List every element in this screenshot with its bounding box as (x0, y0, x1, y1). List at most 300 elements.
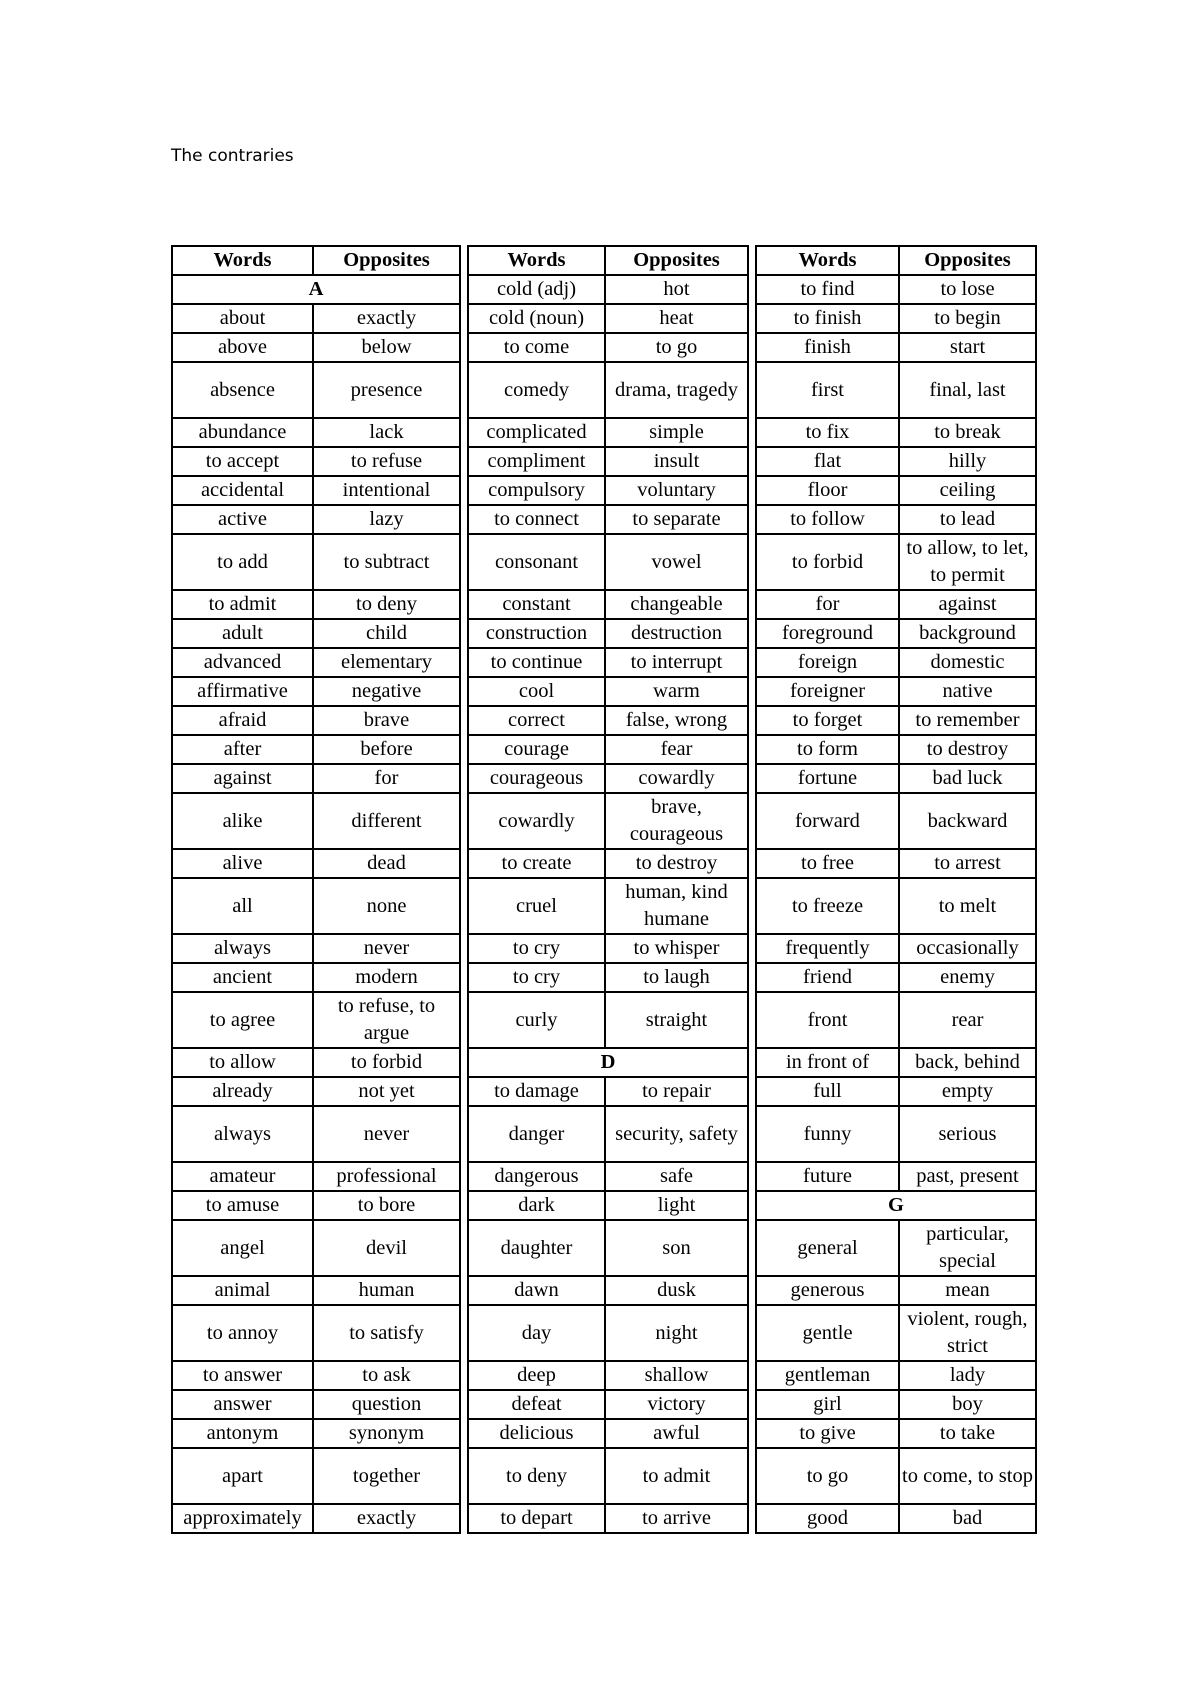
word-cell: to cry (468, 934, 605, 963)
opposite-cell: dead (313, 849, 460, 878)
table-row (756, 1220, 1036, 1276)
table-row (756, 1390, 1036, 1419)
letter-heading: G (756, 1191, 1036, 1220)
word-cell: to fix (756, 418, 899, 447)
word-cell: affirmative (172, 677, 313, 706)
table-row (468, 1220, 748, 1276)
opposite-cell: to allow, to let, to permit (899, 534, 1036, 590)
opposite-cell: to lose (899, 275, 1036, 304)
word-cell: always (172, 934, 313, 963)
header-row (756, 246, 1036, 275)
table-row (756, 1077, 1036, 1106)
opposite-cell: start (899, 333, 1036, 362)
word-cell: abundance (172, 418, 313, 447)
table-row (756, 418, 1036, 447)
table-row (756, 934, 1036, 963)
opposite-cell: drama, tragedy (605, 362, 748, 418)
word-cell: active (172, 505, 313, 534)
word-cell: to damage (468, 1077, 605, 1106)
table-row (756, 764, 1036, 793)
opposite-cell: to whisper (605, 934, 748, 963)
opposite-cell: to destroy (899, 735, 1036, 764)
header-words: Words (468, 246, 605, 275)
header-words: Words (172, 246, 313, 275)
opposite-cell: past, present (899, 1162, 1036, 1191)
word-cell: dark (468, 1191, 605, 1220)
table-row (468, 648, 748, 677)
table-row (172, 992, 460, 1048)
word-cell: courageous (468, 764, 605, 793)
table-row (756, 648, 1036, 677)
opposite-cell: vowel (605, 534, 748, 590)
word-cell: cold (noun) (468, 304, 605, 333)
table-row (468, 764, 748, 793)
opposite-cell: backward (899, 793, 1036, 849)
opposite-cell: to refuse (313, 447, 460, 476)
opposite-cell: to destroy (605, 849, 748, 878)
opposite-cell: to satisfy (313, 1305, 460, 1361)
table-row (172, 476, 460, 505)
opposite-cell: below (313, 333, 460, 362)
word-cell: angel (172, 1220, 313, 1276)
word-cell: to accept (172, 447, 313, 476)
word-cell: to come (468, 333, 605, 362)
word-cell: to form (756, 735, 899, 764)
opposite-cell: victory (605, 1390, 748, 1419)
opposite-cell: exactly (313, 1504, 460, 1533)
table-row (172, 1419, 460, 1448)
word-cell: antonym (172, 1419, 313, 1448)
table-row (172, 619, 460, 648)
table-row (756, 677, 1036, 706)
opposite-cell: serious (899, 1106, 1036, 1162)
table-row (756, 1276, 1036, 1305)
opposite-cell: to break (899, 418, 1036, 447)
word-cell: cowardly (468, 793, 605, 849)
table-row (756, 793, 1036, 849)
table-row (172, 590, 460, 619)
opposite-cell: false, wrong (605, 706, 748, 735)
word-cell: to agree (172, 992, 313, 1048)
table-row (172, 304, 460, 333)
word-cell: friend (756, 963, 899, 992)
word-cell: to cry (468, 963, 605, 992)
header-opposites: Opposites (605, 246, 748, 275)
opposite-cell: shallow (605, 1361, 748, 1390)
table-row (468, 590, 748, 619)
word-cell: full (756, 1077, 899, 1106)
word-cell: to deny (468, 1448, 605, 1504)
opposite-cell: to begin (899, 304, 1036, 333)
word-cell: to continue (468, 648, 605, 677)
table-row (756, 992, 1036, 1048)
opposite-cell: empty (899, 1077, 1036, 1106)
table-row (468, 534, 748, 590)
table-row (468, 1106, 748, 1162)
table-row (756, 362, 1036, 418)
word-cell: to freeze (756, 878, 899, 934)
table-row (468, 735, 748, 764)
table-row (756, 1419, 1036, 1448)
word-cell: complicated (468, 418, 605, 447)
table-row (172, 849, 460, 878)
word-cell: good (756, 1504, 899, 1533)
opposite-cell: to subtract (313, 534, 460, 590)
table-row (468, 1162, 748, 1191)
word-cell: to go (756, 1448, 899, 1504)
table-row (172, 648, 460, 677)
word-cell: cold (adj) (468, 275, 605, 304)
word-cell: already (172, 1077, 313, 1106)
table-row (468, 1191, 748, 1220)
opposite-cell: lack (313, 418, 460, 447)
table-row (172, 1448, 460, 1504)
opposite-cell: to arrest (899, 849, 1036, 878)
word-cell: to find (756, 275, 899, 304)
opposite-cell: together (313, 1448, 460, 1504)
opposite-cell: different (313, 793, 460, 849)
opposite-cell: bad luck (899, 764, 1036, 793)
letter-row (172, 275, 460, 304)
word-cell: to annoy (172, 1305, 313, 1361)
table-row (756, 619, 1036, 648)
word-cell: to give (756, 1419, 899, 1448)
word-cell: gentle (756, 1305, 899, 1361)
table-row (756, 534, 1036, 590)
table-row (468, 304, 748, 333)
word-cell: absence (172, 362, 313, 418)
table-row (756, 1305, 1036, 1361)
letter-heading: A (172, 275, 460, 304)
table-row (172, 963, 460, 992)
opposite-cell: safe (605, 1162, 748, 1191)
opposite-cell: hot (605, 275, 748, 304)
opposite-cell: to bore (313, 1191, 460, 1220)
table-row (468, 849, 748, 878)
opposite-cell: to laugh (605, 963, 748, 992)
opposite-cell: to deny (313, 590, 460, 619)
opposite-cell: to come, to stop (899, 1448, 1036, 1504)
word-cell: to connect (468, 505, 605, 534)
opposite-cell: fear (605, 735, 748, 764)
word-cell: consonant (468, 534, 605, 590)
opposite-cell: before (313, 735, 460, 764)
opposite-cell: domestic (899, 648, 1036, 677)
opposite-cell: warm (605, 677, 748, 706)
word-cell: to allow (172, 1048, 313, 1077)
header-row (468, 246, 748, 275)
table-row (468, 878, 748, 934)
table-row (172, 1191, 460, 1220)
table-row (756, 1504, 1036, 1533)
opposite-cell: negative (313, 677, 460, 706)
word-cell: gentleman (756, 1361, 899, 1390)
word-cell: to add (172, 534, 313, 590)
opposite-cell: changeable (605, 590, 748, 619)
opposite-cell: lazy (313, 505, 460, 534)
word-cell: after (172, 735, 313, 764)
letter-row (468, 1048, 748, 1077)
table-row (468, 793, 748, 849)
table-row (468, 418, 748, 447)
word-cell: to forget (756, 706, 899, 735)
word-cell: cool (468, 677, 605, 706)
table-row (468, 275, 748, 304)
word-cell: foreground (756, 619, 899, 648)
table-row (172, 505, 460, 534)
word-cell: about (172, 304, 313, 333)
word-cell: finish (756, 333, 899, 362)
table-row (468, 934, 748, 963)
word-cell: flat (756, 447, 899, 476)
word-cell: alike (172, 793, 313, 849)
table-row (172, 1504, 460, 1533)
word-cell: foreign (756, 648, 899, 677)
opposite-cell: ceiling (899, 476, 1036, 505)
word-cell: construction (468, 619, 605, 648)
opposite-cell: question (313, 1390, 460, 1419)
word-cell: to admit (172, 590, 313, 619)
opposite-cell: to separate (605, 505, 748, 534)
table-row (172, 534, 460, 590)
word-cell: all (172, 878, 313, 934)
word-cell: future (756, 1162, 899, 1191)
word-cell: advanced (172, 648, 313, 677)
word-cell: to follow (756, 505, 899, 534)
word-cell: dangerous (468, 1162, 605, 1191)
opposite-cell: human (313, 1276, 460, 1305)
header-row (172, 246, 460, 275)
word-cell: above (172, 333, 313, 362)
opposite-cell: boy (899, 1390, 1036, 1419)
word-cell: apart (172, 1448, 313, 1504)
table-row (468, 963, 748, 992)
word-cell: to depart (468, 1504, 605, 1533)
opposite-cell: native (899, 677, 1036, 706)
word-cell: deep (468, 1361, 605, 1390)
opposite-cell: to ask (313, 1361, 460, 1390)
table-row (468, 1361, 748, 1390)
table-row (172, 793, 460, 849)
table-row (172, 418, 460, 447)
table-row (468, 706, 748, 735)
table-row (756, 505, 1036, 534)
word-cell: delicious (468, 1419, 605, 1448)
word-cell: in front of (756, 1048, 899, 1077)
opposite-cell: to go (605, 333, 748, 362)
opposite-cell: intentional (313, 476, 460, 505)
opposite-cell: to melt (899, 878, 1036, 934)
word-cell: general (756, 1220, 899, 1276)
word-cell: adult (172, 619, 313, 648)
opposite-cell: to repair (605, 1077, 748, 1106)
opposite-cell: not yet (313, 1077, 460, 1106)
opposite-cell: never (313, 1106, 460, 1162)
table-row (172, 1048, 460, 1077)
table-row (172, 764, 460, 793)
table-row (172, 934, 460, 963)
table-row (172, 1276, 460, 1305)
opposite-cell: enemy (899, 963, 1036, 992)
word-cell: to create (468, 849, 605, 878)
word-cell: to answer (172, 1361, 313, 1390)
opposite-cell: synonym (313, 1419, 460, 1448)
table-row (172, 1361, 460, 1390)
word-cell: dawn (468, 1276, 605, 1305)
table-row (468, 1077, 748, 1106)
word-cell: curly (468, 992, 605, 1048)
table-row (468, 1276, 748, 1305)
opposite-cell: hilly (899, 447, 1036, 476)
opposite-cell: simple (605, 418, 748, 447)
table-row (468, 677, 748, 706)
opposite-cell: cowardly (605, 764, 748, 793)
word-cell: animal (172, 1276, 313, 1305)
opposite-cell: modern (313, 963, 460, 992)
table-row (756, 735, 1036, 764)
table-row (756, 476, 1036, 505)
opposite-cell: professional (313, 1162, 460, 1191)
word-cell: comedy (468, 362, 605, 418)
opposite-cell: to admit (605, 1448, 748, 1504)
opposite-cell: brave (313, 706, 460, 735)
word-cell: defeat (468, 1390, 605, 1419)
opposite-cell: devil (313, 1220, 460, 1276)
opposite-cell: to take (899, 1419, 1036, 1448)
opposite-cell: brave, courageous (605, 793, 748, 849)
table-row (172, 1077, 460, 1106)
table-row (468, 362, 748, 418)
opposite-cell: elementary (313, 648, 460, 677)
opposite-cell: to remember (899, 706, 1036, 735)
word-cell: afraid (172, 706, 313, 735)
table-row (468, 992, 748, 1048)
word-cell: to amuse (172, 1191, 313, 1220)
table-row (756, 1162, 1036, 1191)
opposite-cell: exactly (313, 304, 460, 333)
word-cell: first (756, 362, 899, 418)
table-row (172, 706, 460, 735)
opposite-cell: never (313, 934, 460, 963)
table-row (756, 849, 1036, 878)
contraries-table (171, 245, 1037, 1534)
word-cell: alive (172, 849, 313, 878)
opposite-cell: heat (605, 304, 748, 333)
word-table-block (467, 245, 749, 1534)
table-row (172, 1106, 460, 1162)
table-row (172, 1162, 460, 1191)
word-cell: cruel (468, 878, 605, 934)
table-row (468, 333, 748, 362)
header-opposites: Opposites (313, 246, 460, 275)
word-table-block (755, 245, 1037, 1534)
letter-row (756, 1191, 1036, 1220)
opposite-cell: light (605, 1191, 748, 1220)
table-row (172, 1220, 460, 1276)
word-cell: fortune (756, 764, 899, 793)
opposite-cell: child (313, 619, 460, 648)
word-cell: girl (756, 1390, 899, 1419)
table-row (172, 677, 460, 706)
opposite-cell: final, last (899, 362, 1036, 418)
word-cell: funny (756, 1106, 899, 1162)
table-row (172, 1390, 460, 1419)
word-cell: constant (468, 590, 605, 619)
opposite-cell: none (313, 878, 460, 934)
word-cell: for (756, 590, 899, 619)
word-cell: correct (468, 706, 605, 735)
table-row (756, 706, 1036, 735)
opposite-cell: particular, special (899, 1220, 1036, 1276)
table-row (468, 447, 748, 476)
table-row (172, 1305, 460, 1361)
opposite-cell: presence (313, 362, 460, 418)
opposite-cell: for (313, 764, 460, 793)
word-cell: foreigner (756, 677, 899, 706)
table-row (756, 1048, 1036, 1077)
opposite-cell: night (605, 1305, 748, 1361)
opposite-cell: to interrupt (605, 648, 748, 677)
table-row (468, 1305, 748, 1361)
word-cell: generous (756, 1276, 899, 1305)
opposite-cell: security, safety (605, 1106, 748, 1162)
word-table-block (171, 245, 461, 1534)
letter-heading: D (468, 1048, 748, 1077)
opposite-cell: rear (899, 992, 1036, 1048)
word-cell: answer (172, 1390, 313, 1419)
opposite-cell: to refuse, to argue (313, 992, 460, 1048)
table-row (756, 275, 1036, 304)
table-row (756, 1448, 1036, 1504)
table-row (172, 333, 460, 362)
word-cell: to forbid (756, 534, 899, 590)
table-row (756, 333, 1036, 362)
word-cell: frequently (756, 934, 899, 963)
table-row (756, 963, 1036, 992)
table-row (172, 735, 460, 764)
page-title: The contraries (171, 146, 294, 166)
opposite-cell: back, behind (899, 1048, 1036, 1077)
word-cell: day (468, 1305, 605, 1361)
table-row (468, 619, 748, 648)
word-cell: always (172, 1106, 313, 1162)
word-cell: to finish (756, 304, 899, 333)
opposite-cell: son (605, 1220, 748, 1276)
table-row (172, 878, 460, 934)
opposite-cell: human, kind humane (605, 878, 748, 934)
table-row (756, 447, 1036, 476)
opposite-cell: to arrive (605, 1504, 748, 1533)
opposite-cell: to forbid (313, 1048, 460, 1077)
word-cell: forward (756, 793, 899, 849)
table-row (468, 1419, 748, 1448)
table-row (468, 1390, 748, 1419)
opposite-cell: lady (899, 1361, 1036, 1390)
opposite-cell: insult (605, 447, 748, 476)
table-row (756, 878, 1036, 934)
header-words: Words (756, 246, 899, 275)
table-row (172, 447, 460, 476)
word-cell: accidental (172, 476, 313, 505)
opposite-cell: against (899, 590, 1036, 619)
opposite-cell: occasionally (899, 934, 1036, 963)
table-row (172, 362, 460, 418)
table-row (756, 1106, 1036, 1162)
word-cell: against (172, 764, 313, 793)
word-cell: daughter (468, 1220, 605, 1276)
word-cell: floor (756, 476, 899, 505)
opposite-cell: dusk (605, 1276, 748, 1305)
